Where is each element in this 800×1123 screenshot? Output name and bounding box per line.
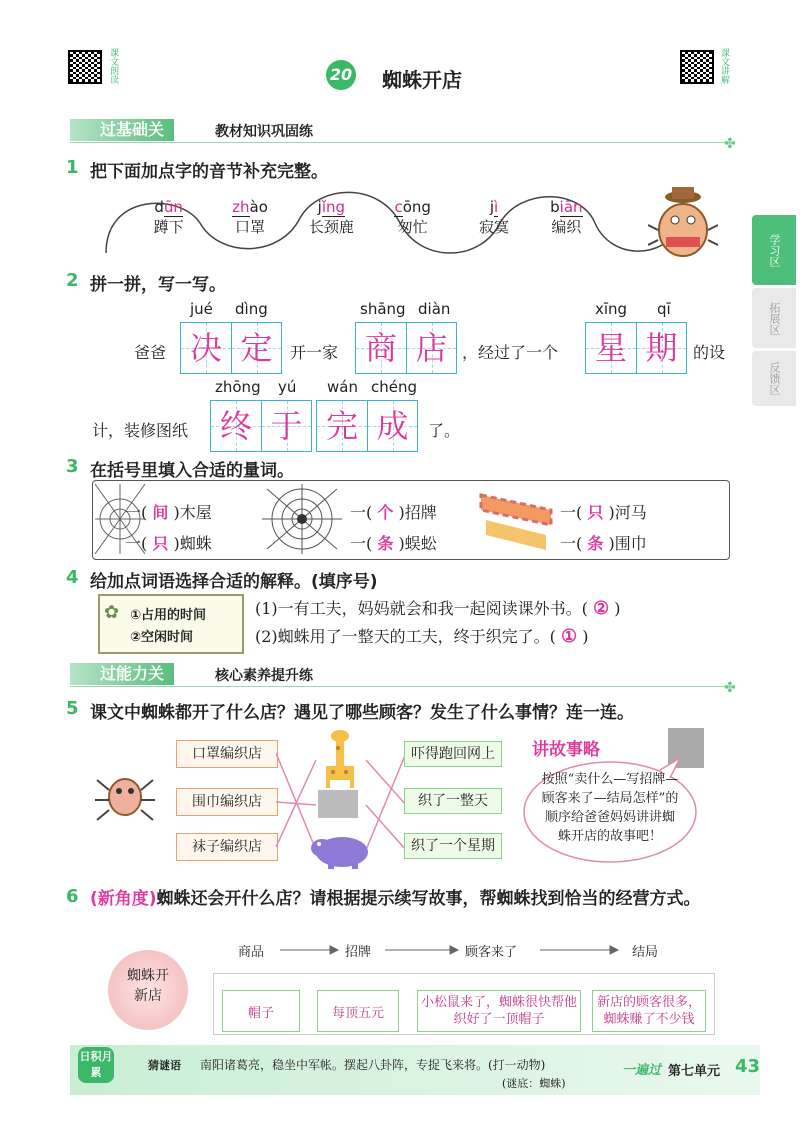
answer-blank[interactable]: zh [232, 198, 250, 216]
pinyin: yú [278, 378, 297, 396]
question-number: 2 [66, 270, 79, 291]
section-banner-basic: 过基础关 [70, 119, 174, 141]
pinyin: qī [657, 300, 671, 318]
q1-item: jì 寂寞 [479, 198, 510, 236]
clover-icon: ✤ [724, 680, 736, 696]
store-box[interactable]: 袜子编织店 [176, 833, 278, 861]
writing-grid[interactable]: 星 期 [585, 322, 687, 374]
question-text: 把下面加点字的音节补充完整。 [90, 162, 328, 182]
strategy-text: 按照“卖什么—写招牌—顾客来了—结局怎样”的顺序给爸爸妈妈讲讲蜘蛛开店的故事吧！ [541, 772, 679, 844]
stage-label: 商品 [238, 945, 265, 960]
scarf-icon [476, 490, 556, 552]
q3-item: 一( 条 )围巾 [560, 534, 647, 553]
sentence-text: 的设 [693, 343, 726, 362]
riddle-label: 猜谜语 [148, 1059, 181, 1072]
lesson-number-badge: 20 [326, 60, 356, 90]
pinyin: dìng [235, 300, 268, 318]
event-box[interactable]: 织了一个星期 [404, 833, 502, 859]
pinyin: chéng [371, 378, 418, 396]
question-number: 4 [66, 567, 79, 588]
sentence-text: 爸爸 [134, 343, 167, 362]
answer-box-customer[interactable]: 小松鼠来了，蜘蛛很快帮他织好了一顶帽子 [417, 990, 581, 1032]
qr-code-left[interactable] [68, 50, 102, 84]
q3-item: 一( 间 )木屋 [125, 503, 212, 522]
spider-web-icon [262, 484, 342, 554]
sentence-text: ，经过了一个 [462, 343, 559, 362]
option-1: ①占用的时间 [130, 608, 207, 623]
new-store-label: 蜘蛛开新店 [127, 968, 169, 1004]
q1-item: dūn 蹲下 [153, 198, 184, 236]
q3-item: 一( 个 )招牌 [350, 503, 437, 522]
giraffe-icon [318, 728, 363, 788]
stage-label: 招牌 [345, 945, 372, 960]
question-number: 1 [66, 157, 79, 178]
question-text: 给加点词语选择合适的解释。(填序号) [90, 572, 378, 592]
answer-blank[interactable]: ì [494, 198, 499, 216]
spider-icon [95, 765, 155, 825]
qr-label-right: 课文讲解 [719, 48, 729, 84]
options-card [98, 594, 244, 654]
event-box[interactable]: 吓得跑回网上 [404, 741, 502, 767]
option-2: ②空闲时间 [130, 630, 194, 645]
answer-blank[interactable]: ūn [163, 198, 183, 216]
sentence-text: 了。 [428, 421, 461, 440]
flow-arrows [210, 940, 690, 960]
pinyin: wán [327, 378, 358, 396]
question-number: 6 [66, 886, 79, 907]
section-subtitle-ability: 核心素养提升练 [215, 668, 313, 684]
question-text: 在括号里填入合适的量词。 [90, 461, 294, 481]
divider [70, 686, 730, 687]
divider [70, 142, 730, 143]
question-text: 课文中蜘蛛都开了什么店？遇见了哪些顾客？发生了什么事情？连一连。 [90, 703, 634, 723]
strategy-title: 讲故事略 [532, 740, 600, 760]
section-banner-ability: 过能力关 [70, 663, 174, 685]
spider-icon [648, 185, 718, 265]
brand-logo: 一遍过 [622, 1063, 662, 1078]
answer-blank[interactable]: iān [559, 198, 583, 216]
event-box[interactable]: 织了一整天 [404, 788, 502, 814]
pinyin: jué [190, 300, 213, 318]
answer-box-ending[interactable]: 新店的顾客很多，蜘蛛赚了不少钱 [592, 990, 706, 1032]
riddle-answer: (谜底：蜘蛛) [502, 1077, 566, 1090]
q1-item: jǐng 长颈鹿 [308, 198, 354, 236]
writing-grid[interactable]: 决 定 [180, 322, 282, 374]
question-text: (新角度)蜘蛛还会开什么店？请根据提示续写故事，帮蜘蛛找到恰当的经营方式。 [90, 889, 701, 909]
store-box[interactable]: 口罩编织店 [176, 740, 278, 768]
writing-grid[interactable]: 商 店 [355, 322, 457, 374]
qr-label-left: 课文朗读 [108, 48, 118, 84]
pinyin: diàn [418, 300, 451, 318]
question-text: 拼一拼，写一写。 [90, 275, 226, 295]
pinyin: zhōng [215, 378, 261, 396]
page-title: 蜘蛛开店 [382, 68, 462, 92]
q1-item: biān 编织 [550, 198, 583, 236]
sentence-text: 计，装修图纸 [92, 421, 189, 440]
q1-item: cōng 匆忙 [394, 198, 431, 236]
sentence-text: 开一家 [290, 343, 339, 362]
pinyin: xīng [595, 300, 628, 318]
writing-grid[interactable]: 完 成 [316, 400, 418, 452]
q1-items [128, 198, 598, 237]
tab-extend[interactable]: 拓展区 [752, 288, 796, 348]
question-number: 5 [66, 698, 79, 719]
unit-label: 第七单元 [668, 1064, 721, 1079]
stage-label: 顾客来了 [465, 945, 518, 960]
footer-badge: 日积月累 [78, 1047, 114, 1083]
q3-item: 一( 只 )蜘蛛 [125, 534, 212, 553]
scarf-image [318, 790, 358, 818]
q4-sentence: (2)蜘蛛用了一整天的工夫，终于织完了。( ① ) [255, 626, 589, 647]
clover-icon: ✤ [724, 136, 736, 152]
tab-study[interactable]: 学习区 [752, 215, 796, 285]
qr-code-right[interactable] [680, 50, 714, 84]
q4-sentence: (1)一有工夫，妈妈就会和我一起阅读课外书。( ② ) [255, 598, 621, 619]
riddle-text: 南阳诸葛亮，稳坐中军帐。摆起八卦阵，专捉飞来将。(打一动物) [200, 1058, 546, 1072]
store-box[interactable]: 围巾编织店 [176, 788, 278, 816]
question-number: 3 [66, 456, 79, 477]
tab-feedback[interactable]: 反馈区 [752, 351, 796, 406]
answer-box-sign[interactable]: 每顶五元 [317, 990, 399, 1032]
answer-blank[interactable]: c [394, 198, 403, 216]
pinyin: shāng [360, 300, 406, 318]
writing-grid[interactable]: 终 于 [210, 400, 312, 452]
section-subtitle-basic: 教材知识巩固练 [215, 124, 313, 140]
stage-label: 结局 [632, 945, 659, 960]
answer-blank[interactable]: ǐng [321, 198, 346, 216]
plant-icon: ✿ [104, 602, 120, 623]
answer-box-goods[interactable]: 帽子 [222, 990, 300, 1032]
q1-item: zhào 口罩 [232, 198, 268, 236]
hippo-icon [310, 830, 370, 870]
q3-item: 一( 只 )河马 [560, 503, 647, 522]
page-number: 43 [735, 1056, 761, 1077]
q3-item: 一( 条 )蜈蚣 [350, 534, 437, 553]
